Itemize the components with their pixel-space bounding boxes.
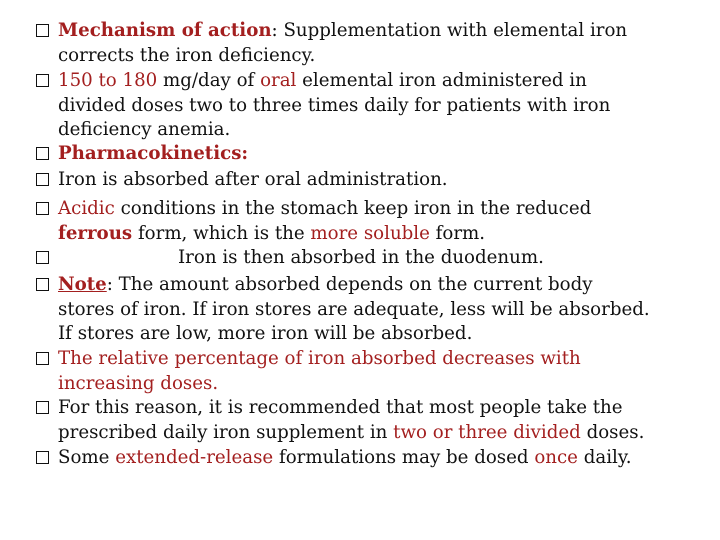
bullet-mechanism: Mechanism of action: Supplementation with elemental iron corrects the iron deficiency. [36,19,712,68]
bullet-note: Note: The amount absorbed depends on the current body stores of iron. If iron stores are adequate, less will be absorbed. If stores are low, more iron will be absorbed. [36,273,712,347]
checkbox-icon [36,173,49,186]
checkbox-icon [36,278,49,291]
note-label: Note [58,274,107,295]
checkbox-icon [36,74,49,87]
checkbox-icon [36,251,49,264]
checkbox-icon [36,352,49,365]
checkbox-icon [36,147,49,160]
heading-pharmacokinetics: Pharmacokinetics: [58,143,249,164]
bullet-extended-release: Some extended-release formulations may be dosed once daily. [36,446,712,471]
bullet-dosage: 150 to 180 mg/day of oral elemental iron administered in divided doses two to three times daily for patients with iron deficiency anemia. [36,69,712,143]
term-mechanism: Mechanism of action [58,20,272,41]
checkbox-icon [36,24,49,37]
checkbox-icon [36,451,49,464]
bullet-duodenum: Iron is then absorbed in the duodenum. [36,246,712,271]
bullet-acidic: Acidic conditions in the stomach keep iron in the reduced ferrous form, which is the more soluble form. [36,197,712,246]
checkbox-icon [36,401,49,414]
bullet-recommendation: For this reason, it is recommended that most people take the prescribed daily iron supplement in two or three divided doses. [36,396,712,445]
checkbox-icon [36,202,49,215]
bullet-relative-percentage: The relative percentage of iron absorbed decreases with increasing doses. [36,347,712,396]
bullet-absorption: Iron is absorbed after oral administration. [36,168,712,193]
bullet-pharmacokinetics [36,142,712,167]
